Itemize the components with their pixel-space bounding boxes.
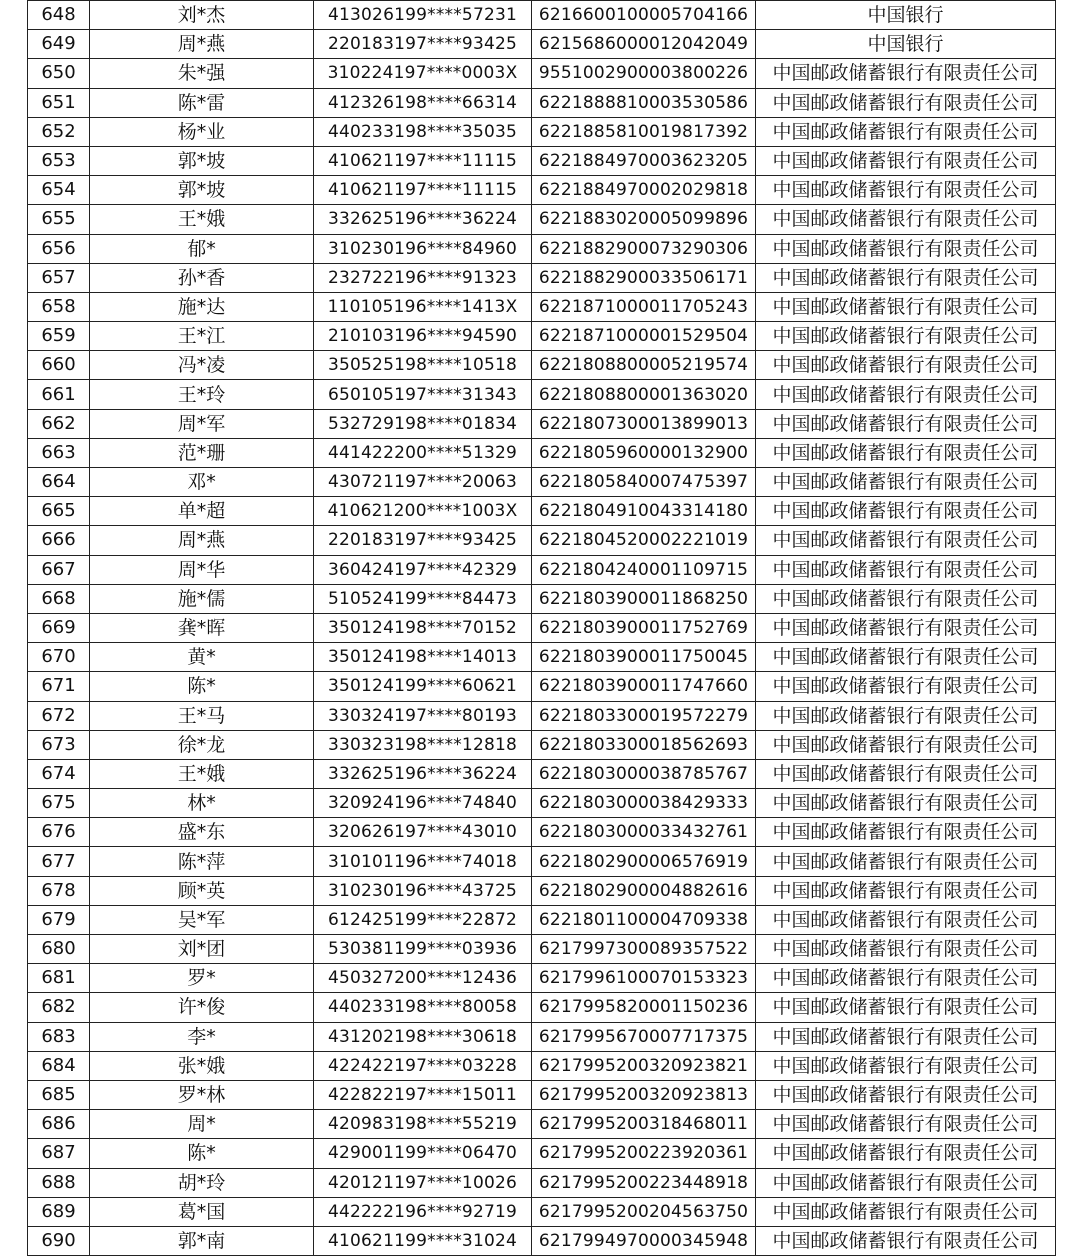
bank-name-cell: 中国邮政储蓄银行有限责任公司 [756,292,1056,321]
card-number-cell: 6221804910043314180 [532,497,756,526]
id-number-cell: 330323198****12818 [314,730,532,759]
card-number-cell: 6221884970003623205 [532,146,756,175]
name-cell: 刘*杰 [90,1,314,30]
name-cell: 郭*坡 [90,146,314,175]
name-cell: 许*俊 [90,993,314,1022]
id-number-cell: 320924196****74840 [314,789,532,818]
row-number-cell: 651 [28,88,90,117]
name-cell: 陈*雷 [90,88,314,117]
row-number-cell: 673 [28,730,90,759]
id-number-cell: 232722196****91323 [314,263,532,292]
table-row [28,876,1056,905]
name-cell: 陈* [90,1139,314,1168]
id-number-cell: 440233198****35035 [314,117,532,146]
name-cell: 范*珊 [90,438,314,467]
table-row [28,613,1056,642]
bank-name-cell: 中国邮政储蓄银行有限责任公司 [756,1080,1056,1109]
name-cell: 刘*团 [90,935,314,964]
card-number-cell: 6217995200320923821 [532,1051,756,1080]
id-number-cell: 310224197****0003X [314,59,532,88]
row-number-cell: 653 [28,146,90,175]
id-number-cell: 410621200****1003X [314,497,532,526]
row-number-cell: 679 [28,905,90,934]
card-number-cell: 6221804520002221019 [532,526,756,555]
id-number-cell: 220183197****93425 [314,30,532,59]
card-number-cell: 6217997300089357522 [532,935,756,964]
row-number-cell: 687 [28,1139,90,1168]
name-cell: 朱*强 [90,59,314,88]
bank-name-cell: 中国邮政储蓄银行有限责任公司 [756,322,1056,351]
name-cell: 王*马 [90,701,314,730]
card-number-cell: 6221883020005099896 [532,205,756,234]
card-number-cell: 6221871000011705243 [532,292,756,321]
name-cell: 张*娥 [90,1051,314,1080]
card-number-cell: 6221808800001363020 [532,380,756,409]
name-cell: 王*娥 [90,759,314,788]
table-row [28,584,1056,613]
table-row [28,1080,1056,1109]
row-number-cell: 656 [28,234,90,263]
id-number-cell: 220183197****93425 [314,526,532,555]
id-number-cell: 210103196****94590 [314,322,532,351]
table-row [28,234,1056,263]
card-number-cell: 6217996100070153323 [532,964,756,993]
bank-name-cell: 中国邮政储蓄银行有限责任公司 [756,380,1056,409]
name-cell: 罗*林 [90,1080,314,1109]
card-number-cell: 6221803000033432761 [532,818,756,847]
row-number-cell: 688 [28,1168,90,1197]
card-number-cell: 6221882900033506171 [532,263,756,292]
table-row [28,30,1056,59]
name-cell: 周*华 [90,555,314,584]
card-number-cell: 6217994970000345948 [532,1226,756,1255]
row-number-cell: 668 [28,584,90,613]
name-cell: 单*超 [90,497,314,526]
table-row [28,59,1056,88]
table-row [28,1022,1056,1051]
bank-name-cell: 中国邮政储蓄银行有限责任公司 [756,1226,1056,1255]
name-cell: 冯*凌 [90,351,314,380]
bank-name-cell: 中国邮政储蓄银行有限责任公司 [756,468,1056,497]
card-number-cell: 6221803900011750045 [532,643,756,672]
row-number-cell: 672 [28,701,90,730]
bank-name-cell: 中国邮政储蓄银行有限责任公司 [756,1197,1056,1226]
table-row [28,905,1056,934]
id-number-cell: 413026199****57231 [314,1,532,30]
table-row [28,176,1056,205]
bank-name-cell: 中国邮政储蓄银行有限责任公司 [756,964,1056,993]
row-number-cell: 689 [28,1197,90,1226]
id-number-cell: 310230196****84960 [314,234,532,263]
name-cell: 陈*萍 [90,847,314,876]
name-cell: 周*燕 [90,526,314,555]
card-number-cell: 6217995200320923813 [532,1080,756,1109]
name-cell: 葛*国 [90,1197,314,1226]
row-number-cell: 657 [28,263,90,292]
bank-name-cell: 中国邮政储蓄银行有限责任公司 [756,176,1056,205]
table-row [28,993,1056,1022]
table-row [28,1168,1056,1197]
row-number-cell: 675 [28,789,90,818]
table-row [28,643,1056,672]
card-number-cell: 6221808800005219574 [532,351,756,380]
name-cell: 陈* [90,672,314,701]
row-number-cell: 674 [28,759,90,788]
bank-name-cell: 中国邮政储蓄银行有限责任公司 [756,935,1056,964]
row-number-cell: 670 [28,643,90,672]
table-row [28,438,1056,467]
id-number-cell: 310101196****74018 [314,847,532,876]
name-cell: 杨*业 [90,117,314,146]
card-number-cell: 6221884970002029818 [532,176,756,205]
card-number-cell: 6221803300019572279 [532,701,756,730]
card-number-cell: 6221807300013899013 [532,409,756,438]
table-row [28,1139,1056,1168]
card-number-cell: 6216600100005704166 [532,1,756,30]
id-number-cell: 410621197****11115 [314,176,532,205]
card-number-cell: 6217995200223920361 [532,1139,756,1168]
table-row [28,818,1056,847]
table-row [28,964,1056,993]
row-number-cell: 667 [28,555,90,584]
table-row [28,789,1056,818]
row-number-cell: 664 [28,468,90,497]
bank-name-cell: 中国邮政储蓄银行有限责任公司 [756,905,1056,934]
row-number-cell: 678 [28,876,90,905]
row-number-cell: 683 [28,1022,90,1051]
bank-name-cell: 中国邮政储蓄银行有限责任公司 [756,993,1056,1022]
id-number-cell: 410621197****11115 [314,146,532,175]
table-row [28,935,1056,964]
table-row [28,1226,1056,1255]
card-number-cell: 6221803900011868250 [532,584,756,613]
bank-name-cell: 中国邮政储蓄银行有限责任公司 [756,876,1056,905]
name-cell: 林* [90,789,314,818]
name-cell: 黄* [90,643,314,672]
row-number-cell: 680 [28,935,90,964]
id-number-cell: 332625196****36224 [314,759,532,788]
name-cell: 王*娥 [90,205,314,234]
row-number-cell: 661 [28,380,90,409]
id-number-cell: 422822197****15011 [314,1080,532,1109]
bank-name-cell: 中国邮政储蓄银行有限责任公司 [756,613,1056,642]
id-number-cell: 412326198****66314 [314,88,532,117]
bank-name-cell: 中国邮政储蓄银行有限责任公司 [756,1110,1056,1139]
name-cell: 周* [90,1110,314,1139]
name-cell: 李* [90,1022,314,1051]
row-number-cell: 677 [28,847,90,876]
bank-name-cell: 中国邮政储蓄银行有限责任公司 [756,1022,1056,1051]
card-number-cell: 6221871000001529504 [532,322,756,351]
row-number-cell: 671 [28,672,90,701]
id-number-cell: 332625196****36224 [314,205,532,234]
table-row [28,351,1056,380]
id-number-cell: 350124199****60621 [314,672,532,701]
id-number-cell: 510524199****84473 [314,584,532,613]
table-row [28,672,1056,701]
bank-name-cell: 中国邮政储蓄银行有限责任公司 [756,59,1056,88]
id-number-cell: 330324197****80193 [314,701,532,730]
bank-name-cell: 中国邮政储蓄银行有限责任公司 [756,759,1056,788]
id-number-cell: 530381199****03936 [314,935,532,964]
id-number-cell: 420121197****10026 [314,1168,532,1197]
bank-name-cell: 中国银行 [756,1,1056,30]
card-number-cell: 6221801100004709338 [532,905,756,934]
table-body [28,1,1056,1256]
row-number-cell: 676 [28,818,90,847]
row-number-cell: 654 [28,176,90,205]
name-cell: 王*江 [90,322,314,351]
card-number-cell: 6215686000012042049 [532,30,756,59]
id-number-cell: 360424197****42329 [314,555,532,584]
name-cell: 王*玲 [90,380,314,409]
bank-name-cell: 中国邮政储蓄银行有限责任公司 [756,643,1056,672]
name-cell: 徐*龙 [90,730,314,759]
bank-name-cell: 中国邮政储蓄银行有限责任公司 [756,205,1056,234]
name-cell: 胡*玲 [90,1168,314,1197]
card-number-cell: 6221888810003530586 [532,88,756,117]
bank-name-cell: 中国邮政储蓄银行有限责任公司 [756,789,1056,818]
card-number-cell: 6221805960000132900 [532,438,756,467]
row-number-cell: 685 [28,1080,90,1109]
row-number-cell: 686 [28,1110,90,1139]
card-number-cell: 9551002900003800226 [532,59,756,88]
card-number-cell: 6221803000038785767 [532,759,756,788]
bank-name-cell: 中国邮政储蓄银行有限责任公司 [756,847,1056,876]
bank-name-cell: 中国邮政储蓄银行有限责任公司 [756,701,1056,730]
id-number-cell: 422422197****03228 [314,1051,532,1080]
name-cell: 盛*东 [90,818,314,847]
row-number-cell: 648 [28,1,90,30]
id-number-cell: 410621199****31024 [314,1226,532,1255]
card-number-cell: 6221882900073290306 [532,234,756,263]
row-number-cell: 682 [28,993,90,1022]
row-number-cell: 660 [28,351,90,380]
card-number-cell: 6221803000038429333 [532,789,756,818]
id-number-cell: 450327200****12436 [314,964,532,993]
table-row [28,555,1056,584]
name-cell: 施*达 [90,292,314,321]
row-number-cell: 669 [28,613,90,642]
name-cell: 龚*晖 [90,613,314,642]
bank-name-cell: 中国邮政储蓄银行有限责任公司 [756,234,1056,263]
bank-name-cell: 中国邮政储蓄银行有限责任公司 [756,1051,1056,1080]
name-cell: 施*儒 [90,584,314,613]
row-number-cell: 658 [28,292,90,321]
table-row [28,380,1056,409]
name-cell: 周*燕 [90,30,314,59]
table-row [28,117,1056,146]
row-number-cell: 662 [28,409,90,438]
row-number-cell: 659 [28,322,90,351]
row-number-cell: 681 [28,964,90,993]
bank-name-cell: 中国邮政储蓄银行有限责任公司 [756,409,1056,438]
card-number-cell: 6217995200318468011 [532,1110,756,1139]
bank-name-cell: 中国邮政储蓄银行有限责任公司 [756,117,1056,146]
id-number-cell: 320626197****43010 [314,818,532,847]
card-number-cell: 6221885810019817392 [532,117,756,146]
card-number-cell: 6217995670007717375 [532,1022,756,1051]
table-row [28,88,1056,117]
bank-name-cell: 中国邮政储蓄银行有限责任公司 [756,672,1056,701]
id-number-cell: 430721197****20063 [314,468,532,497]
name-cell: 郭*南 [90,1226,314,1255]
table-row [28,1,1056,30]
bank-name-cell: 中国邮政储蓄银行有限责任公司 [756,263,1056,292]
row-number-cell: 650 [28,59,90,88]
row-number-cell: 663 [28,438,90,467]
table-row [28,497,1056,526]
row-number-cell: 666 [28,526,90,555]
table-row [28,1110,1056,1139]
row-number-cell: 652 [28,117,90,146]
name-cell: 周*军 [90,409,314,438]
id-number-cell: 442222196****92719 [314,1197,532,1226]
bank-name-cell: 中国邮政储蓄银行有限责任公司 [756,584,1056,613]
card-number-cell: 6221803900011747660 [532,672,756,701]
bank-name-cell: 中国邮政储蓄银行有限责任公司 [756,146,1056,175]
card-number-cell: 6221804240001109715 [532,555,756,584]
id-number-cell: 612425199****22872 [314,905,532,934]
bank-name-cell: 中国邮政储蓄银行有限责任公司 [756,526,1056,555]
table-row [28,263,1056,292]
id-number-cell: 440233198****80058 [314,993,532,1022]
bank-name-cell: 中国邮政储蓄银行有限责任公司 [756,818,1056,847]
table-row [28,701,1056,730]
bank-name-cell: 中国邮政储蓄银行有限责任公司 [756,88,1056,117]
id-number-cell: 441422200****51329 [314,438,532,467]
card-number-cell: 6221803300018562693 [532,730,756,759]
name-cell: 郭*坡 [90,176,314,205]
recipient-table [27,0,1056,1256]
bank-name-cell: 中国邮政储蓄银行有限责任公司 [756,438,1056,467]
row-number-cell: 684 [28,1051,90,1080]
table-row [28,468,1056,497]
table-row [28,1051,1056,1080]
bank-name-cell: 中国邮政储蓄银行有限责任公司 [756,1168,1056,1197]
card-number-cell: 6217995200223448918 [532,1168,756,1197]
name-cell: 顾*英 [90,876,314,905]
table-row [28,526,1056,555]
card-number-cell: 6217995200204563750 [532,1197,756,1226]
table-row [28,322,1056,351]
table-row [28,205,1056,234]
bank-name-cell: 中国邮政储蓄银行有限责任公司 [756,497,1056,526]
table-row [28,409,1056,438]
card-number-cell: 6221805840007475397 [532,468,756,497]
id-number-cell: 650105197****31343 [314,380,532,409]
card-number-cell: 6217995820001150236 [532,993,756,1022]
id-number-cell: 431202198****30618 [314,1022,532,1051]
id-number-cell: 350525198****10518 [314,351,532,380]
table-row [28,730,1056,759]
table-row [28,847,1056,876]
card-number-cell: 6221802900004882616 [532,876,756,905]
id-number-cell: 350124198****70152 [314,613,532,642]
card-number-cell: 6221802900006576919 [532,847,756,876]
table-row [28,1197,1056,1226]
table-row [28,146,1056,175]
id-number-cell: 532729198****01834 [314,409,532,438]
row-number-cell: 649 [28,30,90,59]
id-number-cell: 420983198****55219 [314,1110,532,1139]
row-number-cell: 655 [28,205,90,234]
id-number-cell: 110105196****1413X [314,292,532,321]
bank-name-cell: 中国银行 [756,30,1056,59]
card-number-cell: 6221803900011752769 [532,613,756,642]
name-cell: 邓* [90,468,314,497]
bank-name-cell: 中国邮政储蓄银行有限责任公司 [756,730,1056,759]
bank-name-cell: 中国邮政储蓄银行有限责任公司 [756,1139,1056,1168]
row-number-cell: 665 [28,497,90,526]
table-row [28,292,1056,321]
name-cell: 郁* [90,234,314,263]
id-number-cell: 429001199****06470 [314,1139,532,1168]
bank-name-cell: 中国邮政储蓄银行有限责任公司 [756,555,1056,584]
name-cell: 吴*军 [90,905,314,934]
bank-name-cell: 中国邮政储蓄银行有限责任公司 [756,351,1056,380]
id-number-cell: 310230196****43725 [314,876,532,905]
name-cell: 罗* [90,964,314,993]
table-row [28,759,1056,788]
id-number-cell: 350124198****14013 [314,643,532,672]
row-number-cell: 690 [28,1226,90,1255]
name-cell: 孙*香 [90,263,314,292]
